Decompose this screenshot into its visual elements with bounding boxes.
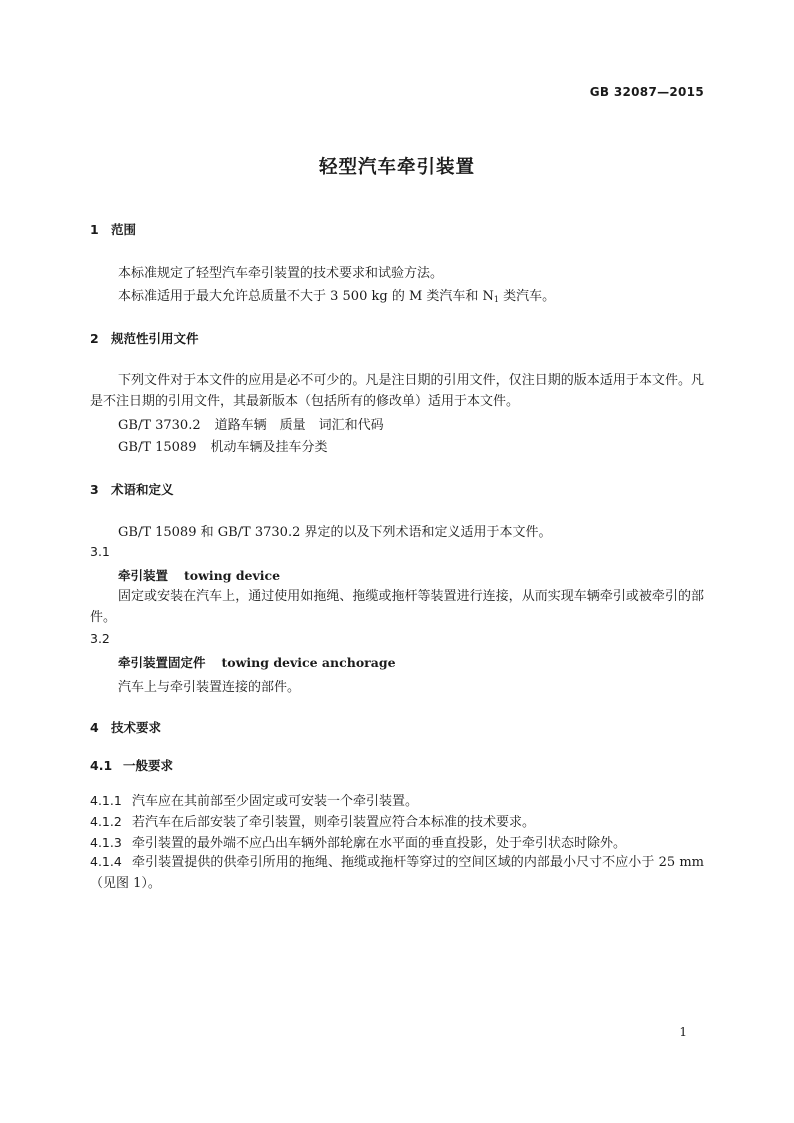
paragraph — [118, 285, 555, 304]
term-definition: 汽车上与牵引装置连接的部件。 — [118, 680, 301, 695]
standard-number: GB 32087—2015 — [589, 85, 704, 99]
section-title: 技术要求 — [111, 720, 162, 735]
reference-item — [118, 414, 384, 433]
reference-code: GB/T 15089 — [118, 440, 197, 455]
section-number: 1 — [90, 222, 99, 237]
clause-4-1-2 — [90, 811, 535, 830]
term-entry — [118, 566, 280, 584]
subsection-title: 一般要求 — [123, 758, 174, 773]
reference-code: GB/T 3730.2 — [118, 418, 201, 433]
clause-text: 牵引装置的最外端不应凸出车辆外部轮廓在水平面的垂直投影，处于牵引状态时除外。 — [132, 836, 627, 851]
term-number: 3.2 — [90, 631, 110, 646]
text: 类汽车。 — [499, 289, 556, 304]
term-number: 3.1 — [90, 544, 110, 559]
subsection-4-1-heading — [90, 756, 173, 774]
section-3-heading — [90, 480, 174, 498]
clause-text: 若汽车在后部安装了牵引装置，则牵引装置应符合本标准的技术要求。 — [132, 815, 536, 830]
paragraph: 下列文件对于本文件的应用是必不可少的。凡是注日期的引用文件，仅注日期的版本适用于本文件。凡是不注日期的引用文件，其最新版本（包括所有的修改单）适用于本文件。 — [90, 373, 704, 409]
clause-number: 4.1.3 — [90, 835, 122, 850]
text: 本标准适用于最大允许总质量不大于 3 500 kg 的 M 类汽车和 N — [118, 289, 494, 304]
clause-text: 牵引装置提供的供牵引所用的拖绳、拖缆或拖杆等穿过的空间区域的内部最小尺寸不应小于 25 mm（见图 1）。 — [90, 855, 704, 891]
subscript: 1 — [493, 295, 499, 304]
term-chinese: 牵引装置固定件 — [118, 655, 206, 670]
reference-title: 机动车辆及挂车分类 — [210, 440, 328, 455]
section-1-heading — [90, 220, 136, 238]
clause-text: 汽车应在其前部至少固定或可安装一个牵引装置。 — [132, 794, 419, 809]
term-english: towing device — [184, 568, 281, 583]
section-number: 2 — [90, 331, 99, 346]
clause-4-1-1 — [90, 790, 418, 809]
paragraph: 本标准规定了轻型汽车牵引装置的技术要求和试验方法。 — [118, 266, 444, 281]
paragraph: GB/T 15089 和 GB/T 3730.2 界定的以及下列术语和定义适用于本文件。 — [118, 525, 552, 540]
section-4-heading — [90, 718, 161, 736]
subsection-number: 4.1 — [90, 758, 113, 773]
section-title: 术语和定义 — [111, 482, 174, 497]
section-title: 规范性引用文件 — [111, 331, 199, 346]
clause-number: 4.1.2 — [90, 814, 122, 829]
term-chinese: 牵引装置 — [118, 568, 169, 583]
page-title: 轻型汽车牵引装置 — [318, 157, 475, 178]
section-number: 4 — [90, 720, 99, 735]
section-2-heading — [90, 329, 199, 347]
clause-number: 4.1.4 — [90, 854, 122, 869]
reference-title: 道路车辆 质量 词汇和代码 — [214, 418, 384, 433]
clause-4-1-4 — [90, 851, 704, 894]
term-english: towing device anchorage — [221, 655, 396, 670]
section-title: 范围 — [111, 222, 137, 237]
term-definition: 固定或安装在汽车上，通过使用如拖绳、拖缆或拖杆等装置进行连接，从而实现车辆牵引或被牵引的部件。 — [90, 589, 704, 625]
page-number: 1 — [679, 1025, 687, 1039]
section-number: 3 — [90, 482, 99, 497]
clause-number: 4.1.1 — [90, 793, 122, 808]
term-entry — [118, 653, 396, 671]
clause-4-1-3 — [90, 832, 626, 851]
reference-item — [118, 436, 328, 455]
